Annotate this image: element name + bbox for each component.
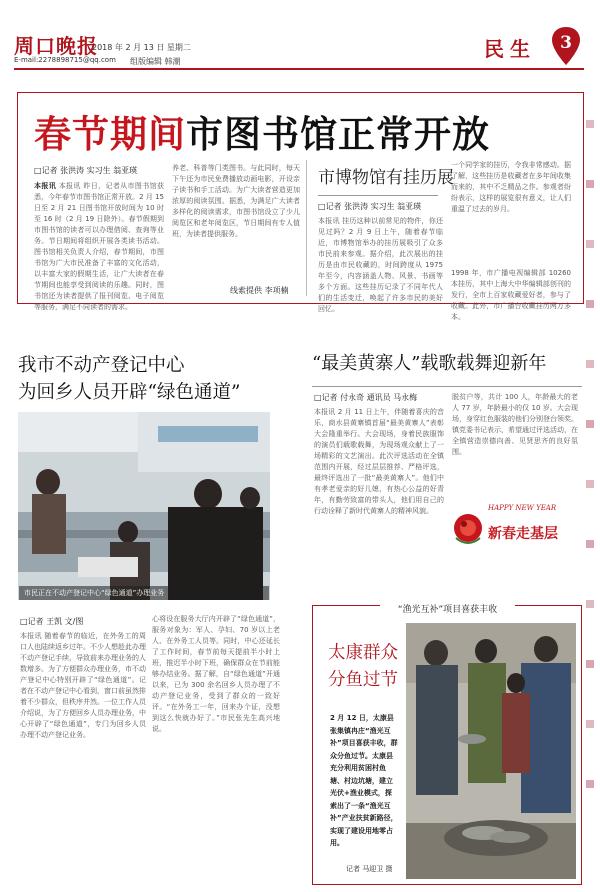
fish-harvest-photo [406, 623, 576, 879]
property-column-2: 心将设在服务大厅内开辟了“绿色通道”，服务对象为：军人、孕妇、70 岁以上老人、在外务工人员等。同时，中心还延长了工作时间，春节前每天提前半小时上班，推迟半小时下班，确保群众在节前能够办结业务。据了解，自“绿色通道”开通以来，已为 300 余名回乡人员办理了不动产登记业务，受到了群众的一致好评。“在外务工一年，回来办个证，没想到这么快就办好了。”市民张先生高兴地说。 [152, 615, 280, 733]
registration-hall-photo [18, 412, 270, 600]
museum-column-1: 本报讯 挂历这种以前常见的物件，你还见过吗？2 月 9 日上午，随着春节临近，市博物馆举办的挂历展吸引了众多市民前来参观。据介绍，此次展出的挂历是由市民收藏的，时间跨度从 1975 年至今，内容涵盖人物、风景、书画等多个方面。这些挂历记录了不同年代人们的生活变迁，唤起了许多市民的美好回忆。 [318, 217, 443, 313]
fish-headline: 太康群众 分鱼过节 [328, 643, 398, 690]
huangzhai-headline: “最美黄寨人”载歌载舞迎新年 [312, 353, 547, 374]
library-column-1: 本报讯 本报讯 昨日，记者从市图书馆获悉，今年春节市图书馆正常开放。2 月 15 日至 2 月 21 日图书馆开放时间为 10 时至 16 时（2 月 19 日除外）。春节假期到市图书馆的读者可以办理借阅、查询等业务。节日期间将组织开展各类读书活动。图书馆相关负责人介绍，春节期间，市图书馆为广大市民准备了丰富的文化活动，以丰富大家的假期生活，让广大读者在春节期间也能享受到阅读的乐趣。同时，图书馆还为读者提供了报刊阅览、电子阅览等服务，满足不同读者的需求。 [34, 182, 164, 311]
column-divider [306, 160, 307, 296]
property-column-1: 本报讯 随着春节的临近，在外务工的周口人也陆续返乡过年。不少人想趁此办理不动产登记手续，导致前来办理业务的人数增多。为了方便群众办理业务，市不动产登记中心特别开辟了“绿色通道”。记者在不动产登记中心看到，窗口前虽然排着不少群众，但秩序井然。一位工作人员介绍说，为了方便回乡人员办理业务，中心开辟了“绿色通道”，专门为回乡人员办理不动产登记业务。 [20, 632, 146, 739]
fish-ribbon: “渔光互补”项目喜获丰收 [380, 602, 515, 615]
headline-rule [312, 386, 582, 387]
huangzhai-column-2: 脱贫户等，共计 100 人，年龄最大的老人 77 岁，年龄最小的仅 10 岁。大会现场，身穿红色服装的他们分别登台领奖。镇党委书记表示，希望通过评选活动，在全镇营造崇德向善、见贤思齐的良好氛围。 [452, 393, 578, 456]
property-byline: □记者 王凯 文/图 [20, 617, 84, 626]
page-number: 3 [560, 33, 572, 53]
happy-new-year-text: HAPPY NEW YEAR [488, 504, 557, 512]
fish-text: 2 月 12 日，太康县张集镇冉庄“渔光互补”项目喜获丰收，群众分鱼过节。太康县充分利用贫困村鱼塘、村边坑塘，建立光伏+渔业模式，探索出了一条“渔光互补”产业扶贫新路径，实现了建设用地零占用。 [330, 714, 398, 847]
fish-credit: 记者 马迎卫 摄 [346, 865, 393, 873]
masthead-rule [14, 68, 584, 70]
huangzhai-column-1: 本报讯 2 月 11 日上午，伴随着喜庆的音乐，商水县黄寨镇首届“最美黄寨人”表彰大会隆重举行。大会现场，身着民族服饰的演员们载歌载舞，为现场观众献上了一场精彩的文艺演出。此次评选活动在全镇范围内开展，经过层层推荐、严格评选，最终评选出了一批“最美黄寨人”。他们中有孝老爱亲的好儿媳，有热心公益的好青年，有勤劳致富的带头人，他们用自己的行动诠释了新时代黄寨人的精神风貌。 [314, 408, 444, 515]
section-title: 民生 [484, 37, 536, 61]
property-headline: 我市不动产登记中心 为回乡人员开辟“绿色通道” [18, 355, 241, 403]
museum-headline: 市博物馆有挂历展 [318, 168, 454, 188]
layout-editor: 组版编辑 韩潮 [130, 57, 181, 66]
huangzhai-byline: □记者 付永奇 通讯员 马永梅 [314, 393, 418, 402]
library-column-2: 养老、科普等门类图书。与此同时，每天下午还为市民免费播放动画电影，开设亲子读书和手工活动。为广大读者营造更加浓厚的阅读氛围。据悉，为满足广大读者多样化的阅读需求，市图书馆设立了少儿阅览区和老年阅览区，节日期间有专人值班，为读者提供服务。 [172, 164, 300, 238]
grassroots-text: 新春走基层 [488, 526, 558, 542]
museum-column-3: 1998 年，市广播电视编辑部 10260 本挂历，其中上海大中华编辑部创刊的发行，全市上百家收藏爱好者，参与了收藏。此外，市广播台收藏挂历两万多本。 [451, 269, 571, 321]
page-number-badge [551, 26, 581, 66]
library-tipster: 线索提供 李项楠 [230, 286, 289, 295]
newspaper-logo: 周口晚报 [14, 34, 98, 58]
headline-rule [318, 195, 438, 196]
library-byline: □记者 张洪涛 实习生 翁亚瑛 [34, 166, 138, 175]
contact-email: E-mail:2278898715@qq.com [14, 56, 116, 64]
new-spring-grassroots-badge [448, 496, 580, 552]
color-registration-strip [583, 120, 597, 840]
library-headline: 春节期间市图书馆正常开放 [34, 112, 490, 156]
issue-date: 2018 年 2 月 13 日 星期二 [92, 43, 191, 52]
museum-byline: □记者 张洪涛 实习生 翁亚瑛 [318, 202, 422, 211]
museum-column-2: 一个同学家的挂历，令我非常感动。据了解，这些挂历是收藏者在多年间收集而来的，其中不乏精品之作。参观者纷纷表示，这样的展览很有意义，让人们重温了过去的岁月。 [451, 161, 571, 213]
photo-caption: 市民正在不动产登记中心“绿色通道”办理业务 [24, 589, 165, 597]
